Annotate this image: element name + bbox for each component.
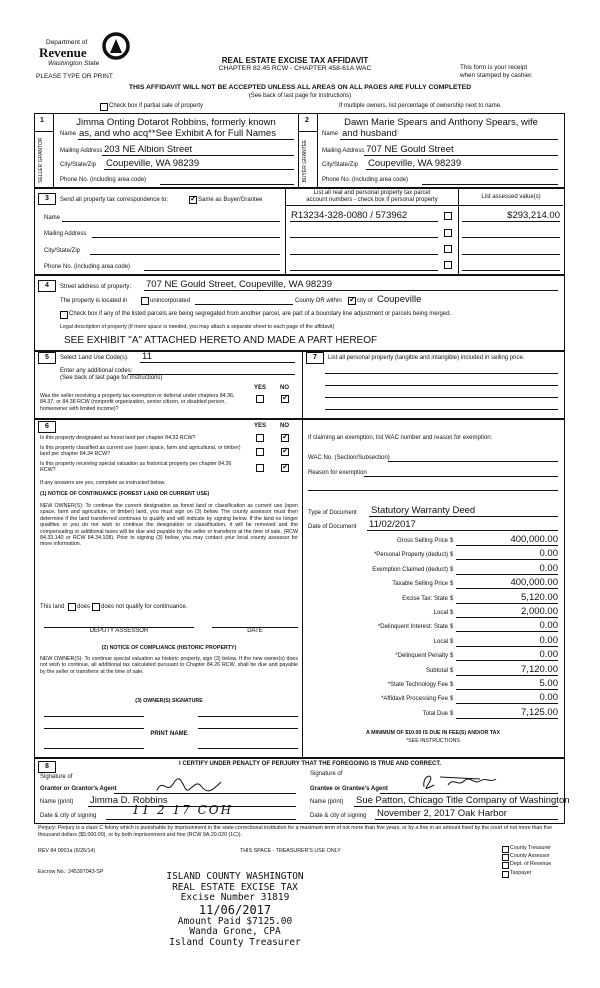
revenue-emblem-icon [102,31,130,61]
tax-row-dollar: $ [450,538,454,544]
tax-row-label: *State Technology Fee [387,682,448,688]
tax-row-line [456,631,558,632]
tax-row-line [456,660,558,661]
seller-name-label: Name [60,131,77,137]
buyer-address: 707 NE Gould Street [366,144,454,155]
buyer-address-label: Mailing Address [322,148,365,154]
tax-row-label: Local [433,638,448,645]
forest-no-checkbox[interactable] [281,434,289,442]
tax-row-value: 2,000.00 [521,606,558,617]
seller-address: 203 NE Albion Street [104,144,193,155]
section6-no: NO [280,423,289,429]
deputy-date-label: DATE [247,628,263,634]
legal-description: SEE EXHIBIT "A" ATTACHED HERETO AND MADE A PART HEREOF [64,335,378,346]
doc-type-label: Type of Document [308,510,357,516]
doc-type: Statutory Warranty Deed [371,505,476,516]
seller-name-line2: as, and who acq**See Exhibit A for Full Names [79,128,276,139]
legal-label: Legal description of property (if more space is needed, you may attach a separate sheet to each page of the affidavit) [60,324,335,330]
seller-address-label: Mailing Address [60,148,103,154]
tax-row-value: 400,000.00 [510,577,558,589]
same-as-buyer-checkbox[interactable] [189,196,197,204]
section-3-number: 3 [38,193,56,205]
tax-row-label: Local [433,610,448,616]
tax-row-line [456,588,558,589]
tax-row-value: 7,125.00 [521,706,558,718]
copy-label: County Treasurer [510,845,551,851]
parcel-personal-checkbox-2[interactable] [444,229,452,237]
assessed-header: List assessed value(s) [481,194,541,200]
current-use-yes-checkbox[interactable] [256,448,264,456]
city-of-checkbox[interactable] [348,297,356,305]
tax-row-value: 0.00 [539,562,558,574]
dept-line2: Revenue [39,45,87,60]
copy-checkbox[interactable] [502,871,509,878]
section5-question: Was the seller receiving a property tax exemption or deferral under chapters 84.36, 84.37, or 84.38 RCW (nonprofit organization, senior citizen, or disabled person, homeowner with limited income)? [40,393,235,412]
tax-row-value: 0.00 [539,634,558,646]
tax-row-dollar: $ [450,552,454,559]
section5-no-checkbox[interactable] [281,395,289,403]
tax-row-label: Taxable Selling Price [392,581,448,588]
copy-label: Dept. of Revenue [510,861,552,868]
tax-row-line [456,718,558,719]
property-street: 707 NE Gould Street, Coupeville, WA 98239 [146,279,333,290]
tax-row-value: 0.00 [539,692,558,704]
tax-row-dollar: $ [450,581,454,588]
dept-line3: Washington State [48,60,100,67]
does-not-label: does not qualify for continuance. [101,604,188,610]
seller-side-label: SELLER GRANTOR [38,137,44,183]
deputy-assessor-label: DEPUTY ASSESSOR [89,628,149,634]
tax-row-value: 5,120.00 [521,591,558,603]
tax-row-value: 400,000.00 [510,534,558,545]
unincorporated-label: unincorporated [150,298,191,304]
section5-yes-checkbox[interactable] [256,395,264,403]
section-4-number: 4 [38,280,56,292]
tax-row-line [456,703,558,704]
section5-yes: YES [254,385,267,391]
personal-property-label: List all personal property (tangible and intangible) included in selling price. [328,355,525,361]
tax-row-value: 5.00 [539,678,558,689]
tax-row-label: *Delinquent Interest: State [377,624,448,631]
warning-sub: (See back of last page for instructions) [248,93,352,99]
treasurer-stamp [130,872,340,948]
stamp-line: Amount Paid $7125.00 [177,915,293,927]
seller-phone-label: Phone No. (including area code) [60,177,147,183]
partial-sale-label: Check box if partial sale of property [109,103,204,109]
owner-signature-title: (3) OWNER(S) SIGNATURE [135,698,203,704]
same-as-buyer-label: Same as Buyer/Grantee [198,197,263,203]
tax-row-dollar: $ [450,638,454,645]
section6-yes: YES [254,423,267,429]
land-use-label: Select Land Use Code(s): [60,355,129,361]
tax-row-value: 7,120.00 [521,663,558,675]
tax-row-line [456,574,558,575]
tax-row-value: 0.00 [539,620,558,632]
tax-row-line [456,689,558,690]
property-city: Coupeville [377,294,422,305]
corr-phone-label: Phone No. (including area code) [44,264,131,270]
buyer-city-label: City/State/Zip [322,162,359,168]
stamp-line: 11/06/2017 [198,902,272,917]
section-6-number: 6 [38,421,56,433]
copy-checkbox[interactable] [502,846,509,853]
doc-date-label: Date of Document [308,524,357,530]
notice1-title: (1) NOTICE OF CONTINUANCE (FOREST LAND OR CURRENT USE) [40,491,210,497]
section6-q3: Is this property receiving special valuation as historical property per chapter 84.26 RCW? [40,461,232,474]
parcel-personal-checkbox-1[interactable] [444,212,452,220]
tax-row-dollar: $ [450,682,454,688]
stamp-line: ISLAND COUNTY WASHINGTON [166,871,304,882]
buyer-phone-label: Phone No. (including area code) [322,177,409,183]
wac-label: WAC No. (Section/Subsection) [308,455,390,461]
city-of-label: city of [357,298,373,304]
stamp-line: Excise Number 31819 [180,892,290,903]
tax-row-label: *Delinquent Penalty [395,653,448,660]
grantor-date: 11 2 17 COH [132,803,234,817]
seller-city-label: City/State/Zip [60,162,97,168]
doc-date: 11/02/2017 [369,519,416,530]
located-text: The property is located in [60,298,128,304]
grantee-sig-label: Signature of [310,771,343,777]
perjury-text: Perjury: Perjury is a class C felony which is punishable by imprisonment in the state correctional institution for a maximum term of not more than five years, or by a fine in an amount fixed by the court of not more than five thousand dollars ($5,000.00), or by both imprisonment and fine (RCW 9A.20.020 (1C)). [38,825,553,838]
if-yes-note: If any answers are yes, complete as instructed below. [40,480,166,486]
notice2-text: NEW OWNER(S): To continue special valuation as historic property, sign (3) below. If the new owner(s) does not wish to continue, all additional tax calculated pursuant to Chapter 84.26 RCW, shall be due and payable by the seller or transferor at the time of sale. [40,656,298,675]
tax-row-line [456,646,558,647]
corr-name-label: Name [44,215,61,221]
minimum-note: A MINIMUM OF $10.00 IS DUE IN FEE(S) AND/OR TAX [365,730,500,736]
tax-row-label: Exemption Claimed (deduct) [372,566,448,573]
tax-row-dollar: $ [450,624,454,631]
buyer-city: Coupeville, WA 98239 [368,158,462,169]
stamp-line: Wanda Grone, CPA [189,926,281,937]
partial-sale-checkbox[interactable] [100,103,108,111]
correspondence-label: Send all property tax correspondence to: [60,197,169,203]
multi-owner-note: If multiple owners, list percentage of ownership next to name. [339,103,502,109]
grantee-name: Sue Patton, Chicago Title Company of Washington [356,795,570,806]
tax-row-value: 0.00 [539,649,558,661]
receipt-note-2: when stamped by cashier. [460,72,533,79]
section-5-number: 5 [38,352,56,364]
tax-row-label: Gross Selling Price [396,538,448,544]
treasurer-space: THIS SPACE - TREASURER'S USE ONLY [240,848,341,854]
buyer-name-label: Name [322,131,339,137]
section-2-number: 2 [305,117,309,124]
grantee-name-label: Name (print) [310,799,344,805]
buyer-side-label: BUYER GRANTEE [302,139,308,183]
escrow-number: Escrow No.: 245397043-SP [38,869,104,875]
tax-row-label: Total Due [422,710,448,717]
section-8-number: 8 [38,761,56,773]
parcel-header: List all real and personal property tax parcel [313,190,431,196]
tax-row-line [456,603,558,604]
historic-no-checkbox[interactable] [281,464,289,472]
grantee-date: November 2, 2017 Oak Harbor [377,808,507,819]
rev-number: REV 84 0001a (6/26/14) [38,848,96,854]
grantee-date-label: Date & city of signing [310,813,367,819]
tax-row-dollar: $ [450,610,454,616]
tax-row-dollar: $ [450,653,454,660]
does-not-checkbox[interactable] [92,603,100,611]
tax-row-line [456,545,558,546]
street-label: Street address of property: [60,284,132,290]
current-use-no-checkbox[interactable] [281,448,289,456]
stamp-line: Island County Treasurer [169,936,301,948]
grantor-name-label: Name (print) [40,799,74,805]
section-1-number: 1 [40,117,44,124]
reason-label: Reason for exemption [308,470,367,476]
notice2-title: (2) NOTICE OF COMPLIANCE (HISTORIC PROPERTY) [101,645,237,651]
form-subtitle: CHAPTER 82.45 RCW - CHAPTER 458-61A WAC [218,65,372,72]
buyer-name-line2: and husband [342,128,397,139]
tax-row-label: *Affidavit Processing Fee [381,696,448,703]
warning-text: THIS AFFIDAVIT WILL NOT BE ACCEPTED UNLESS ALL AREAS ON ALL PAGES ARE FULLY COMPLETED [128,84,472,91]
tax-row-dollar: $ [450,566,454,573]
certify-text: I CERTIFY UNDER PENALTY OF PERJURY THAT THE FOREGOING IS TRUE AND CORRECT. [178,761,442,767]
segregated-label: Check box if any of the listed parcels are being segregated from another parcel, are part of a boundary line adjustment or parcels being merged. [69,311,452,317]
section6-q2: Is this property classified as current use (open space, farm and agricultural, or timber) land per chapter 84.34 RCW? [40,445,241,458]
tax-row-line [456,617,558,618]
copy-checkbox[interactable] [502,862,509,869]
grantee-agent-label: Grantee or Grantee's Agent [310,786,388,792]
form-title: REAL ESTATE EXCISE TAX AFFIDAVIT [221,56,369,65]
this-land-label: This land [40,604,65,610]
tax-row-dollar: $ [450,710,454,717]
additional-codes-label: Enter any additional codes: [60,368,133,374]
segregated-checkbox[interactable] [60,311,68,319]
corr-address-label: Mailing Address [44,231,87,237]
copy-label: County Assessor [510,853,550,860]
parcel-personal-checkbox-4[interactable] [444,261,452,269]
unincorporated-checkbox[interactable] [141,297,149,305]
land-use-code: 11 [142,351,152,362]
section5-no: NO [280,385,289,391]
grantor-name: Jimma D. Robbins [90,795,168,806]
stamp-line: REAL ESTATE EXCISE TAX [172,881,298,893]
historic-yes-checkbox[interactable] [256,464,264,472]
exemption-label: If claiming an exemption, list WAC number and reason for exemption: [308,435,493,441]
forest-yes-checkbox[interactable] [256,434,264,442]
receipt-note: This form is your receipt [460,64,528,71]
tax-row-line [456,675,558,676]
seller-city: Coupeville, WA 98239 [106,158,200,169]
copy-checkbox[interactable] [502,854,509,861]
tax-row-dollar: $ [450,595,454,602]
section-7-number: 7 [306,352,324,364]
parcel-header-2: account numbers - check box if personal property [306,197,438,203]
does-checkbox[interactable] [68,603,76,611]
parcel-number: R13234-328-0080 / 573962 [291,210,408,221]
additional-codes-sub: (See back of last page for instructions) [60,375,163,381]
see-instructions: *SEE INSTRUCTIONS [406,738,460,744]
tax-row-label: *Personal Property (deduct) [373,552,448,559]
seller-name-line1: Jimma Onting Dotarot Robbins, formerly known [76,117,276,128]
tax-row-line [456,559,558,560]
county-within-label: County OR within [295,298,342,304]
print-name-label: PRINT NAME [150,731,188,737]
does-label: does [77,604,91,610]
grantor-date-label: Date & city of signing [40,813,97,819]
print-note: PLEASE TYPE OR PRINT [36,73,113,80]
notice1-text: NEW OWNER(S): To continue the current designation as forest land or classification as current use (open space, farm and agriculture, or timber) land, you must sign on (3) below. The county assessor must then determine if the land transferred continues to qualify and will indicate by signing below. If the land no longer qualifies or you do not wish to continue the designation or classification, it will be removed and the compensating or additional taxes will be due and payable by the seller or transferor at the time of sale. (RCW 84.33.140 or RCW 84.34.108). Prior to signing (3) below, you may contact your local county assessor for more information. [40,503,298,548]
tax-row-dollar: $ [450,696,454,703]
buyer-name-line1: Dawn Marie Spears and Anthony Spears, wife [344,117,538,128]
copy-label: Taxpayer [510,869,532,876]
grantor-agent-label: Grantor or Grantor's Agent [40,786,117,792]
parcel-personal-checkbox-3[interactable] [444,245,452,253]
dept-line1: Department of [46,39,88,46]
grantor-sig-label: Signature of [40,774,73,780]
tax-row-label: Excise Tax: State [402,595,448,602]
corr-city-label: City/State/Zip [44,248,81,254]
tax-row-dollar: $ [450,667,454,674]
tax-row-label: Subtotal [425,667,448,674]
section6-q1: Is this property designated as forest land per chapter 84.33 RCW? [40,435,196,441]
assessed-value: $293,214.00 [507,210,560,221]
tax-row-value: 0.00 [539,548,558,560]
